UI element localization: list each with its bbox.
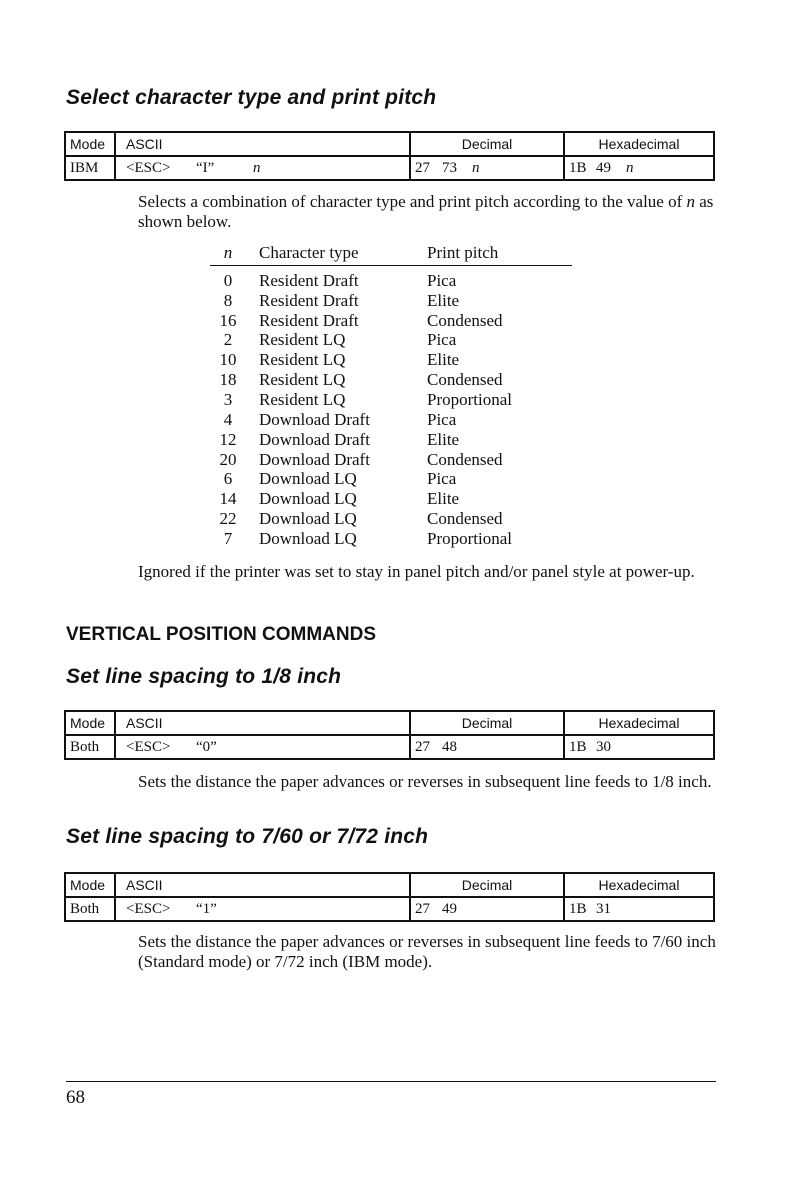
- pitch-row: [210, 450, 572, 470]
- ascii-esc: <ESC>: [126, 900, 171, 917]
- header-decimal: Decimal: [410, 132, 564, 156]
- section1-note: Ignored if the printer was set to stay in panel pitch and/or panel style at power-up.: [138, 562, 695, 581]
- hex-char: 30: [596, 738, 611, 755]
- header-ascii: ASCII: [115, 132, 410, 156]
- decimal-esc: 27: [415, 738, 430, 755]
- cell-hexadecimal: [564, 156, 714, 180]
- command-table-header: [65, 711, 714, 735]
- section1-description: Selects a combination of character type and print pitch according to the value of n as shown below.: [138, 192, 714, 231]
- decimal-char: 73: [442, 159, 457, 176]
- pitch-n: 20: [219, 449, 237, 469]
- decimal-esc: 27: [415, 900, 430, 917]
- section-title-line-spacing-1-8: Set line spacing to 1/8 inch: [66, 665, 342, 688]
- cell-decimal: [410, 735, 564, 759]
- pitch-type: Resident LQ: [259, 330, 346, 350]
- pitch-row: [210, 350, 572, 370]
- pitch-value: Pica: [427, 409, 457, 429]
- cell-decimal: [410, 897, 564, 921]
- command-table-header: [65, 873, 714, 897]
- header-hexadecimal: Hexadecimal: [564, 873, 714, 897]
- cell-mode: Both: [65, 735, 115, 759]
- header-mode: Mode: [65, 873, 115, 897]
- pitch-row: [210, 489, 572, 509]
- pitch-n: 3: [223, 389, 233, 409]
- command-table-row: [65, 735, 714, 759]
- pitch-value: Condensed: [427, 509, 503, 529]
- pitch-value: Proportional: [427, 528, 512, 548]
- decimal-char: 48: [442, 738, 457, 755]
- hex-n: n: [626, 159, 634, 176]
- pitch-n: 6: [223, 469, 233, 489]
- pitch-row: [210, 271, 572, 291]
- pitch-type: Download Draft: [259, 429, 370, 449]
- header-hexadecimal: Hexadecimal: [564, 132, 714, 156]
- pitch-type: Resident Draft: [259, 290, 359, 310]
- pitch-row: [210, 509, 572, 529]
- pitch-type: Download Draft: [259, 449, 370, 469]
- ascii-esc: <ESC>: [126, 738, 171, 755]
- footer-rule: [66, 1081, 716, 1082]
- cell-hexadecimal: [564, 897, 714, 921]
- ascii-esc: <ESC>: [126, 159, 171, 176]
- pitch-row: [210, 390, 572, 410]
- pitch-row: [210, 410, 572, 430]
- ascii-char: “0”: [196, 738, 217, 755]
- pitch-row: [210, 430, 572, 450]
- decimal-n: n: [472, 159, 480, 176]
- pitch-type: Resident Draft: [259, 270, 359, 290]
- command-table-row: [65, 897, 714, 921]
- cell-decimal: [410, 156, 564, 180]
- pitch-header-n: n: [223, 243, 233, 262]
- header-mode: Mode: [65, 711, 115, 735]
- hex-esc: 1B: [569, 159, 587, 176]
- hex-char: 31: [596, 900, 611, 917]
- pitch-row: [210, 529, 572, 549]
- pitch-header-pitch: Print pitch: [427, 243, 499, 262]
- command-table-line-spacing-1-8: [64, 710, 715, 760]
- header-decimal: Decimal: [410, 873, 564, 897]
- hex-esc: 1B: [569, 900, 587, 917]
- cell-ascii: [115, 735, 410, 759]
- pitch-type: Resident LQ: [259, 350, 346, 370]
- cell-mode: IBM: [65, 156, 115, 180]
- decimal-esc: 27: [415, 159, 430, 176]
- section-title-select-character-type: Select character type and print pitch: [66, 86, 437, 109]
- header-decimal: Decimal: [410, 711, 564, 735]
- pitch-value: Pica: [427, 469, 457, 489]
- pitch-n: 2: [223, 330, 233, 350]
- pitch-row: [210, 469, 572, 489]
- header-ascii: ASCII: [115, 873, 410, 897]
- pitch-type: Resident Draft: [259, 310, 359, 330]
- pitch-n: 10: [219, 350, 237, 370]
- pitch-row: [210, 331, 572, 351]
- pitch-n: 4: [223, 409, 233, 429]
- pitch-row: [210, 370, 572, 390]
- pitch-type: Download LQ: [259, 469, 357, 489]
- header-ascii: ASCII: [115, 711, 410, 735]
- pitch-n: 8: [223, 290, 233, 310]
- pitch-n: 7: [223, 528, 233, 548]
- pitch-value: Proportional: [427, 389, 512, 409]
- pitch-value: Condensed: [427, 370, 503, 390]
- pitch-row: [210, 291, 572, 311]
- chapter-heading-vertical-position: VERTICAL POSITION COMMANDS: [66, 624, 376, 645]
- cell-ascii: [115, 156, 410, 180]
- hex-char: 49: [596, 159, 611, 176]
- section-title-line-spacing-7-60: Set line spacing to 7/60 or 7/72 inch: [66, 825, 429, 848]
- pitch-type: Download LQ: [259, 489, 357, 509]
- pitch-n: 22: [219, 509, 237, 529]
- pitch-n: 16: [219, 310, 237, 330]
- pitch-value: Elite: [427, 350, 460, 370]
- pitch-row: [210, 311, 572, 331]
- command-table-header: [65, 132, 714, 156]
- command-table-row: [65, 156, 714, 180]
- ascii-char: “1”: [196, 900, 217, 917]
- pitch-type: Download LQ: [259, 509, 357, 529]
- pitch-value: Condensed: [427, 449, 503, 469]
- ascii-char: “I”: [196, 159, 215, 176]
- section2-description: Sets the distance the paper advances or reverses in subsequent line feeds to 1/8 inch.: [138, 772, 712, 791]
- header-mode: Mode: [65, 132, 115, 156]
- hex-esc: 1B: [569, 738, 587, 755]
- cell-ascii: [115, 897, 410, 921]
- section3-description: Sets the distance the paper advances or reverses in subsequent line feeds to 7/60 inch (Standard mode) or 7/72 inch (IBM mode).: [138, 932, 716, 971]
- header-hexadecimal: Hexadecimal: [564, 711, 714, 735]
- pitch-n: 18: [219, 370, 237, 390]
- pitch-value: Condensed: [427, 310, 503, 330]
- pitch-table: [210, 241, 572, 549]
- pitch-type: Download Draft: [259, 409, 370, 429]
- pitch-type: Resident LQ: [259, 389, 346, 409]
- pitch-value: Pica: [427, 330, 457, 350]
- pitch-n: 12: [219, 429, 237, 449]
- pitch-value: Elite: [427, 489, 460, 509]
- pitch-type: Download LQ: [259, 528, 357, 548]
- command-table-line-spacing-7-60: [64, 872, 715, 922]
- pitch-n: 14: [219, 489, 237, 509]
- cell-hexadecimal: [564, 735, 714, 759]
- pitch-table-header: [210, 241, 572, 266]
- pitch-value: Elite: [427, 290, 460, 310]
- decimal-char: 49: [442, 900, 457, 917]
- command-table-select-character-type: [64, 131, 715, 181]
- pitch-n: 0: [223, 270, 233, 290]
- page-number: 68: [66, 1087, 85, 1108]
- pitch-type: Resident LQ: [259, 370, 346, 390]
- cell-mode: Both: [65, 897, 115, 921]
- pitch-value: Pica: [427, 270, 457, 290]
- ascii-n: n: [253, 159, 261, 176]
- pitch-value: Elite: [427, 429, 460, 449]
- pitch-header-type: Character type: [259, 243, 359, 262]
